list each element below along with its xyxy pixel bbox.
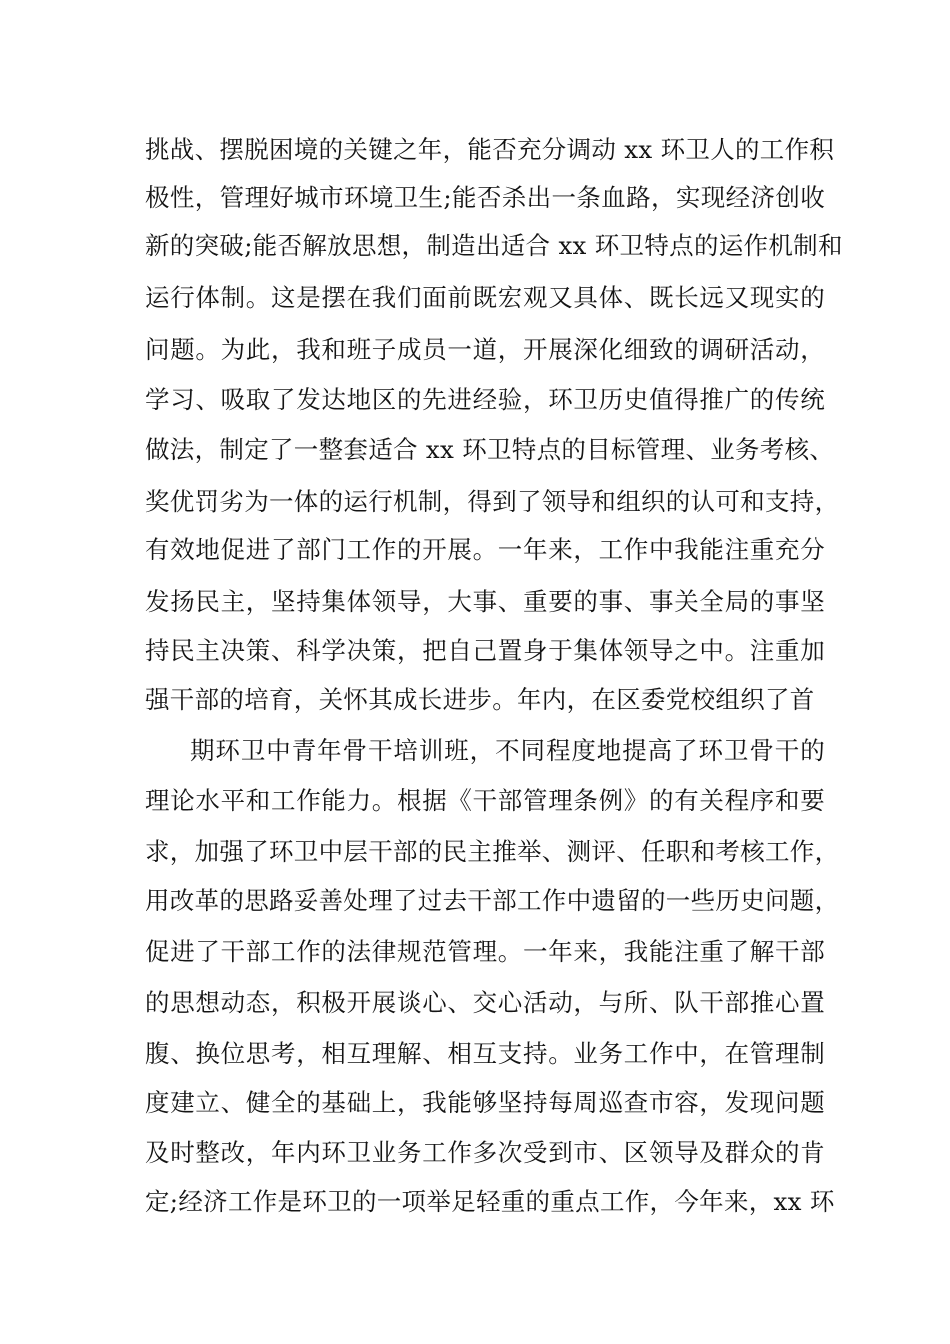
text-line: 求，加强了环卫中层干部的民主推举、测评、任职和考核工作， (145, 837, 840, 866)
text-line: 及时整改，年内环卫业务工作多次受到市、区领导及群众的肯 (145, 1138, 825, 1167)
text-line: 期环卫中青年骨干培训班，不同程度地提高了环卫骨干的 (190, 736, 825, 765)
text-line: 运行体制。这是摆在我们面前既宏观又具体、既长远又现实的 (145, 283, 825, 312)
text-line: 做法，制定了一整套适合 xx 环卫特点的目标管理、业务考核、 (145, 435, 835, 464)
text-line: 腹、换位思考，相互理解、相互支持。业务工作中，在管理制 (145, 1039, 825, 1068)
text-line: 有效地促进了部门工作的开展。一年来，工作中我能注重充分 (145, 535, 825, 564)
text-line: 度建立、健全的基础上，我能够坚持每周巡查市容，发现问题 (145, 1088, 825, 1117)
text-line: 用改革的思路妥善处理了过去干部工作中遗留的一些历史问题， (145, 886, 840, 915)
text-line: 持民主决策、科学决策，把自己置身于集体领导之中。注重加 (145, 636, 825, 665)
text-line: 问题。为此，我和班子成员一道，开展深化细致的调研活动， (145, 335, 825, 364)
text-line: 理论水平和工作能力。根据《干部管理条例》的有关程序和要 (145, 786, 825, 815)
text-line: 新的突破;能否解放思想，制造出适合 xx 环卫特点的运作机制和 (145, 231, 843, 260)
text-line: 挑战、摆脱困境的关键之年，能否充分调动 xx 环卫人的工作积 (145, 135, 835, 164)
text-line: 学习、吸取了发达地区的先进经验，环卫历史值得推广的传统 (145, 385, 825, 414)
text-line: 发扬民主，坚持集体领导，大事、重要的事、事关全局的事坚 (145, 587, 825, 616)
text-line: 强干部的培育，关怀其成长进步。年内，在区委党校组织了首 (145, 685, 815, 714)
text-line: 促进了干部工作的法律规范管理。一年来，我能注重了解干部 (145, 937, 825, 966)
text-line: 极性，管理好城市环境卫生;能否杀出一条血路，实现经济创收 (145, 183, 825, 212)
text-line: 的思想动态，积极开展谈心、交心活动，与所、队干部推心置 (145, 988, 825, 1017)
text-line: 奖优罚劣为一体的运行机制，得到了领导和组织的认可和支持， (145, 487, 840, 516)
text-line: 定;经济工作是环卫的一项举足轻重的重点工作，今年来，xx 环 (145, 1187, 835, 1216)
